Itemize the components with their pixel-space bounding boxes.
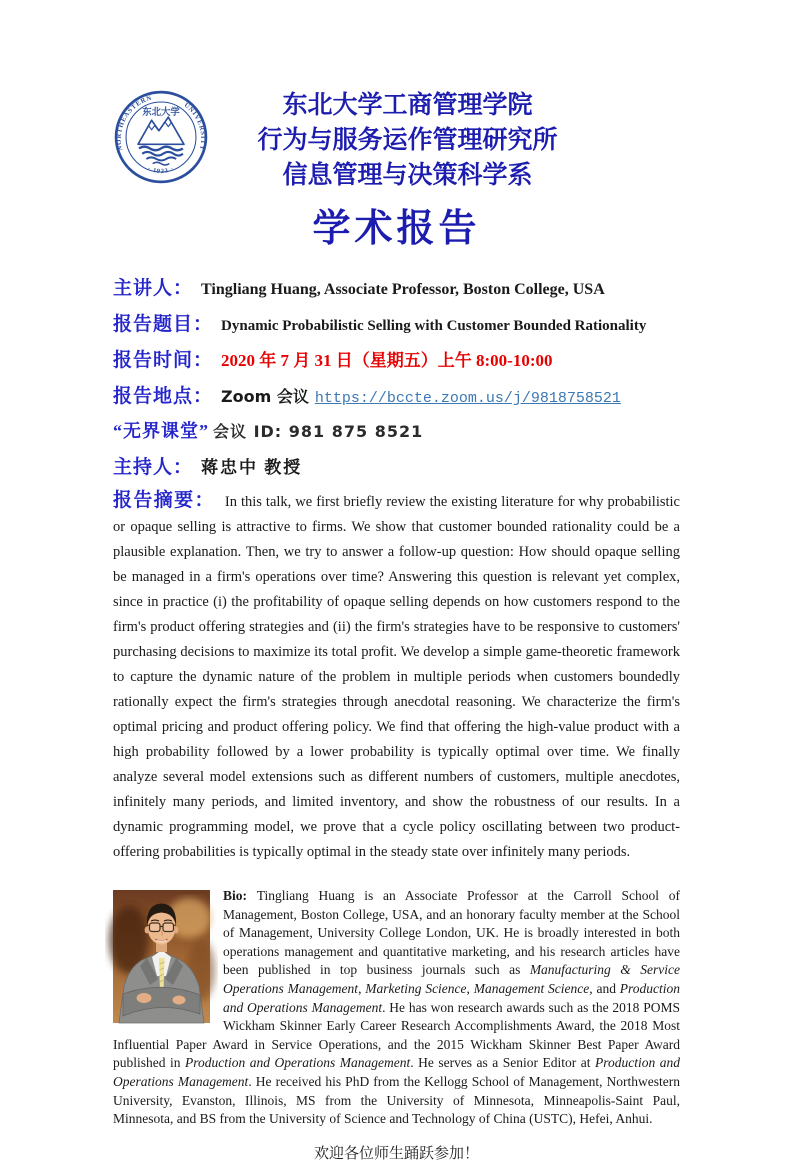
speaker-label: 主讲人： bbox=[113, 278, 194, 299]
zoom-meeting-link[interactable]: https://bccte.zoom.us/j/9818758521 bbox=[314, 390, 621, 407]
time-line bbox=[113, 345, 680, 372]
content-column bbox=[113, 273, 680, 1163]
classroom-name: “无界课堂” bbox=[113, 421, 209, 441]
org-line-department: 信息管理与决策科学系 bbox=[282, 160, 533, 189]
bio-section bbox=[113, 887, 680, 1129]
footer-message: 欢迎各位师生踊跃参加！ bbox=[313, 1143, 479, 1162]
venue-platform: Zoom 会议 bbox=[221, 387, 309, 406]
svg-text:· 1923 ·: · 1923 · bbox=[146, 165, 176, 175]
bio-text: Bio: Tingliang Huang is an Associate Professor at the Carroll School of Management, Boston College, USA, and an honorary faculty member at the School of Management, University College London, UK. He is broadly interested in both operations management and quantitative marketing, and his research articles have been published in top business journals such as Manufacturing & Service Operations Management, Marketing Science, Management Science, and Production and Operations Management. He has won research awards such as the 2018 POMS Wickham Skinner Early Career Research Accomplishments Award, the 2018 Most Influential Paper Award in Service Operations, and the 2015 Wickham Skinner Best Paper Award published in Production and Operations Management. He serves as a Senior Editor at Production and Operations Management. He received his PhD from the Kellogg School of Management, Northwestern University, Evanston, Illinois, MS from the University of Minnesota, Minneapolis-Saint Paul, Minnesota, and BS from the University of Science and Technology of China (USTC), Hefei, Anhui. bbox=[113, 888, 681, 1127]
svg-text:UNIVERSITY: UNIVERSITY bbox=[182, 101, 207, 152]
venue-line bbox=[113, 381, 680, 408]
time-label: 报告时间： bbox=[113, 350, 214, 371]
speaker-photo bbox=[113, 890, 210, 1023]
org-line-institute: 行为与服务运作管理研究所 bbox=[257, 125, 558, 154]
seal-ring-text: NORTHEASTERN bbox=[115, 94, 154, 152]
abstract-label: 报告摘要： bbox=[113, 490, 215, 511]
topic-line bbox=[113, 309, 680, 336]
host-label: 主持人： bbox=[113, 457, 194, 478]
page-title: 学术报告 bbox=[312, 206, 481, 250]
org-line-school: 东北大学工商管理学院 bbox=[282, 90, 533, 119]
meeting-id-value: 会议 ID: 981 875 8521 bbox=[213, 422, 424, 441]
host-value: 蒋忠中 教授 bbox=[201, 458, 303, 477]
meeting-id-line bbox=[113, 417, 680, 443]
abstract-paragraph bbox=[113, 488, 680, 865]
host-line bbox=[113, 452, 680, 479]
topic-value: Dynamic Probabilistic Selling with Customer Bounded Rationality bbox=[221, 318, 647, 334]
venue-label: 报告地点： bbox=[113, 386, 214, 407]
speaker-value: Tingliang Huang, Associate Professor, Boston College, USA bbox=[201, 281, 605, 298]
northeastern-university-seal-icon bbox=[114, 90, 208, 184]
speaker-line bbox=[113, 273, 680, 300]
seal-chinese-name: 东北大学 bbox=[142, 108, 180, 119]
topic-label: 报告题目： bbox=[113, 314, 214, 335]
org-header bbox=[205, 87, 610, 192]
time-value: 2020 年 7 月 31 日（星期五）上午 8:00-10:00 bbox=[221, 351, 553, 370]
abstract-text: In this talk, we first briefly review the existing literature for why probabilistic or opaque selling is attractive to firms. We show that customer bounded rationality could be a plausible explanation. Then, we try to answer a follow-up question: How should opaque selling be managed in a firm's operations over time? Answering this question is relevant yet complex, since in practice (i) the profitability of opaque selling depends on how customers respond to the firm's product offering strategies and (ii) the firm's strategies have to be responsive to customers' purchasing decisions to maximize its total profit. We develop a simple game-theoretic framework to capture the dynamic nature of the problem in multiple periods when customers boundedly rationally expect the firm's strategies through anecdotal reasoning. We characterize the firm's optimal pricing and product offering policy. We find that offering the high-value product with a high probability followed by a lower probability is typically optimal over time. We finally analyze several model extensions such as different numbers of customers, multiple anecdotes, infinitely many periods, and limited inventory, and show the robustness of our results. In a dynamic programming model, we prove that a cycle policy oscillating between two product-offering probabilities is typically optimal in the steady state over infinitely many periods. bbox=[113, 494, 680, 860]
